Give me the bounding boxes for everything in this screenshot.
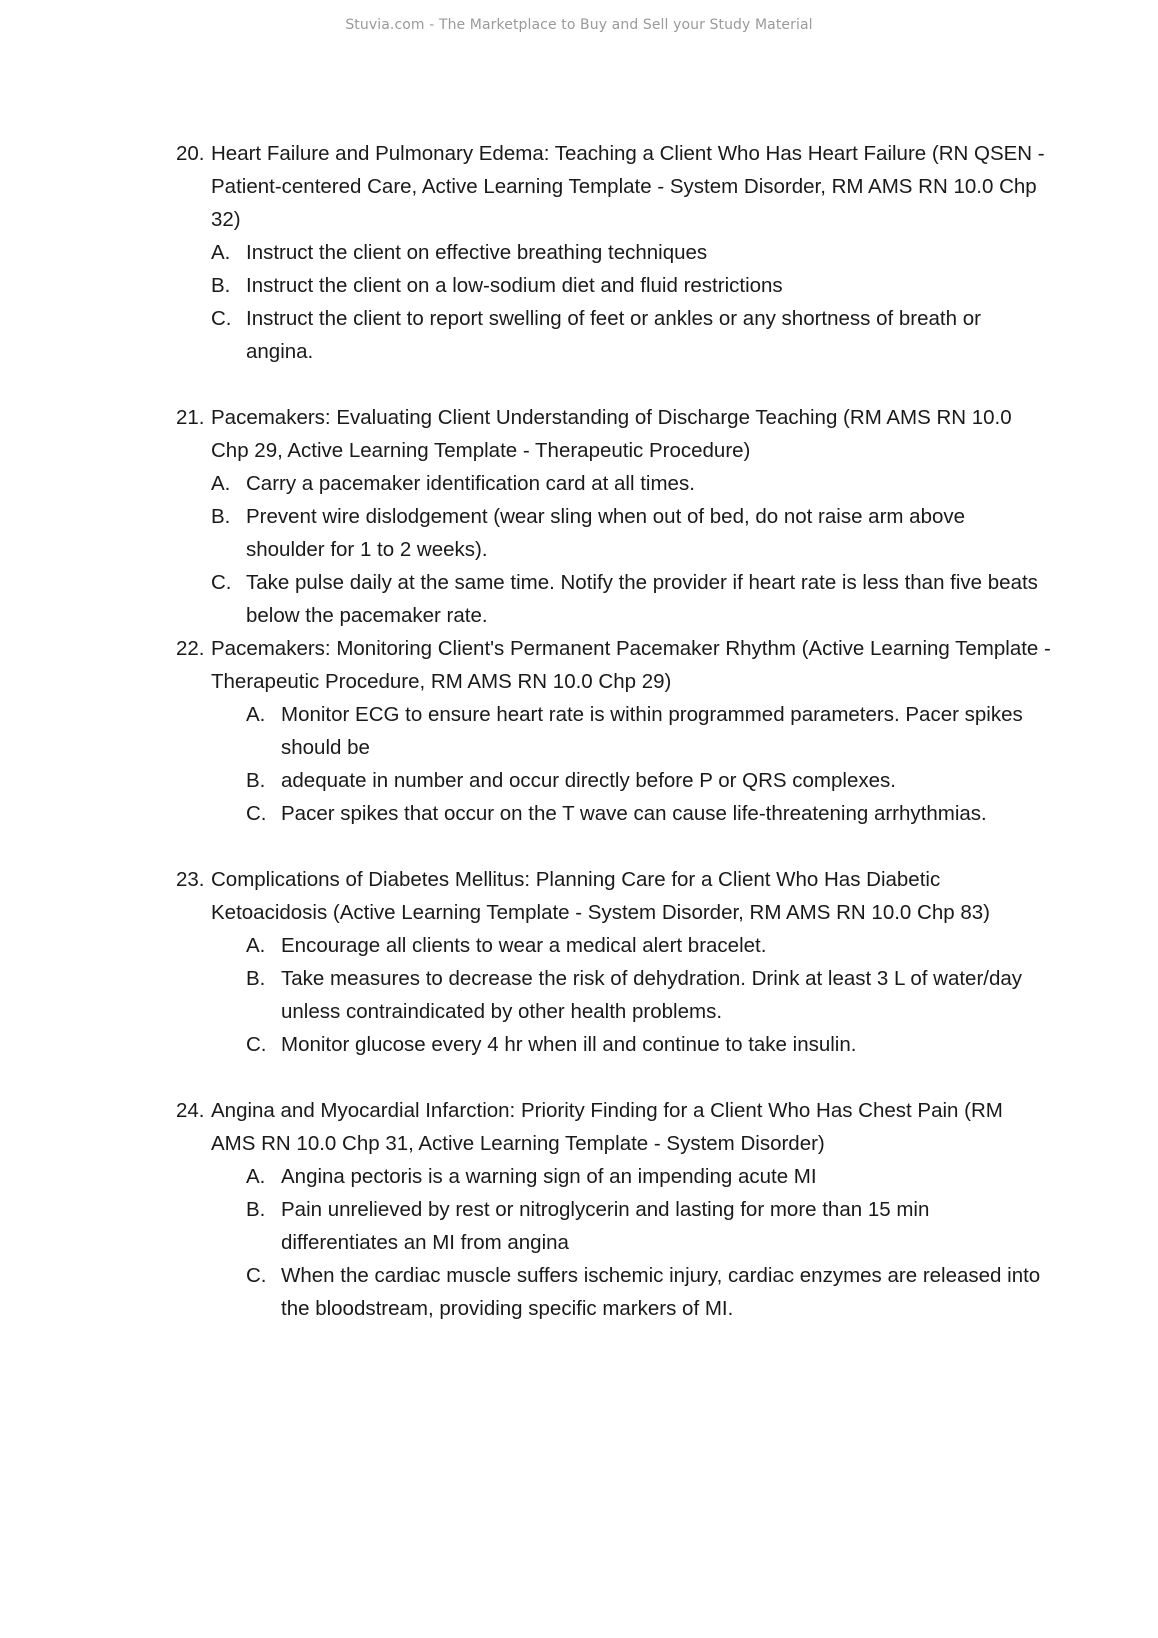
- question-number: 20.: [176, 142, 205, 165]
- answer-letter: B.: [246, 769, 266, 792]
- answer-item: [0, 500, 1046, 566]
- answer-letter: A.: [211, 472, 231, 495]
- answer-item: [0, 764, 1046, 797]
- answer-text: Monitor ECG to ensure heart rate is within programmed parameters. Pacer spikes should be: [281, 703, 1023, 759]
- answer-item: [0, 698, 1046, 764]
- answer-item: [0, 1028, 1046, 1061]
- answer-text: When the cardiac muscle suffers ischemic injury, cardiac enzymes are released into the bloodstream, providing specific markers of MI.: [281, 1264, 1041, 1320]
- answer-list: [0, 236, 1158, 368]
- question-title: Heart Failure and Pulmonary Edema: Teaching a Client Who Has Heart Failure (RN QSEN - Patient-centered Care, Active Learning Template - System Disorder, RM AMS RN 10.0 Chp 32): [211, 142, 1045, 231]
- answer-letter: A.: [246, 703, 266, 726]
- answer-text: Instruct the client on a low-sodium diet and fluid restrictions: [246, 274, 783, 297]
- question-title: Pacemakers: Monitoring Client's Permanent Pacemaker Rhythm (Active Learning Template - Therapeutic Procedure, RM AMS RN 10.0 Chp 29): [211, 637, 1051, 693]
- answer-letter: C.: [211, 571, 232, 594]
- answer-item: [0, 566, 1046, 632]
- answer-item: [0, 467, 1046, 500]
- answer-list: [0, 467, 1158, 632]
- answer-text: Prevent wire dislodgement (wear sling when out of bed, do not raise arm above shoulder for 1 to 2 weeks).: [246, 505, 966, 561]
- answer-text: Carry a pacemaker identification card at all times.: [246, 472, 695, 495]
- answer-letter: C.: [246, 1033, 267, 1056]
- page-header-watermark: Stuvia.com - The Marketplace to Buy and Sell your Study Material: [345, 17, 813, 33]
- answer-item: [0, 1259, 1046, 1325]
- question-number: 21.: [176, 406, 205, 429]
- answer-item: [0, 929, 1046, 962]
- document-body: [0, 137, 1158, 1325]
- answer-letter: B.: [211, 274, 231, 297]
- answer-text: adequate in number and occur directly before P or QRS complexes.: [281, 769, 896, 792]
- answer-text: Pain unrelieved by rest or nitroglycerin and lasting for more than 15 min differentiates an MI from angina: [281, 1198, 930, 1254]
- answer-letter: B.: [246, 1198, 266, 1221]
- answer-text: Take measures to decrease the risk of dehydration. Drink at least 3 L of water/day unless contraindicated by other health problems.: [281, 967, 1023, 1023]
- answer-text: Take pulse daily at the same time. Notify the provider if heart rate is less than five beats below the pacemaker rate.: [246, 571, 1038, 627]
- question-title: Complications of Diabetes Mellitus: Planning Care for a Client Who Has Diabetic Ketoacidosis (Active Learning Template - System Disorder, RM AMS RN 10.0 Chp 83): [211, 868, 990, 924]
- answer-item: [0, 797, 1046, 830]
- answer-list: [0, 1160, 1158, 1325]
- answer-item: [0, 236, 1046, 269]
- question-number: 24.: [176, 1099, 205, 1122]
- question-item: [0, 863, 1051, 929]
- answer-letter: A.: [246, 1165, 266, 1188]
- question-number: 22.: [176, 637, 205, 660]
- question-item: [0, 401, 1051, 467]
- answer-text: Encourage all clients to wear a medical alert bracelet.: [281, 934, 767, 957]
- answer-item: [0, 302, 1046, 368]
- answer-item: [0, 1193, 1046, 1259]
- question-number: 23.: [176, 868, 205, 891]
- answer-text: Monitor glucose every 4 hr when ill and continue to take insulin.: [281, 1033, 857, 1056]
- answer-letter: A.: [246, 934, 266, 957]
- answer-text: Pacer spikes that occur on the T wave can cause life-threatening arrhythmias.: [281, 802, 987, 825]
- question-item: [0, 632, 1051, 698]
- answer-text: Instruct the client to report swelling of feet or ankles or any shortness of breath or angina.: [246, 307, 981, 363]
- answer-list: [0, 698, 1158, 830]
- question-item: [0, 1094, 1051, 1160]
- answer-text: Instruct the client on effective breathing techniques: [246, 241, 708, 264]
- answer-letter: B.: [211, 505, 231, 528]
- answer-list: [0, 929, 1158, 1061]
- question-item: [0, 137, 1051, 236]
- answer-letter: C.: [246, 802, 267, 825]
- answer-letter: C.: [211, 307, 232, 330]
- answer-item: [0, 962, 1046, 1028]
- question-title: Pacemakers: Evaluating Client Understanding of Discharge Teaching (RM AMS RN 10.0 Chp 29, Active Learning Template - Therapeutic Procedure): [211, 406, 1012, 462]
- answer-item: [0, 1160, 1046, 1193]
- answer-letter: C.: [246, 1264, 267, 1287]
- answer-item: [0, 269, 1046, 302]
- answer-letter: A.: [211, 241, 231, 264]
- answer-text: Angina pectoris is a warning sign of an impending acute MI: [281, 1165, 817, 1188]
- answer-letter: B.: [246, 967, 266, 990]
- question-title: Angina and Myocardial Infarction: Priority Finding for a Client Who Has Chest Pain (RM AMS RN 10.0 Chp 31, Active Learning Template - System Disorder): [211, 1099, 1003, 1155]
